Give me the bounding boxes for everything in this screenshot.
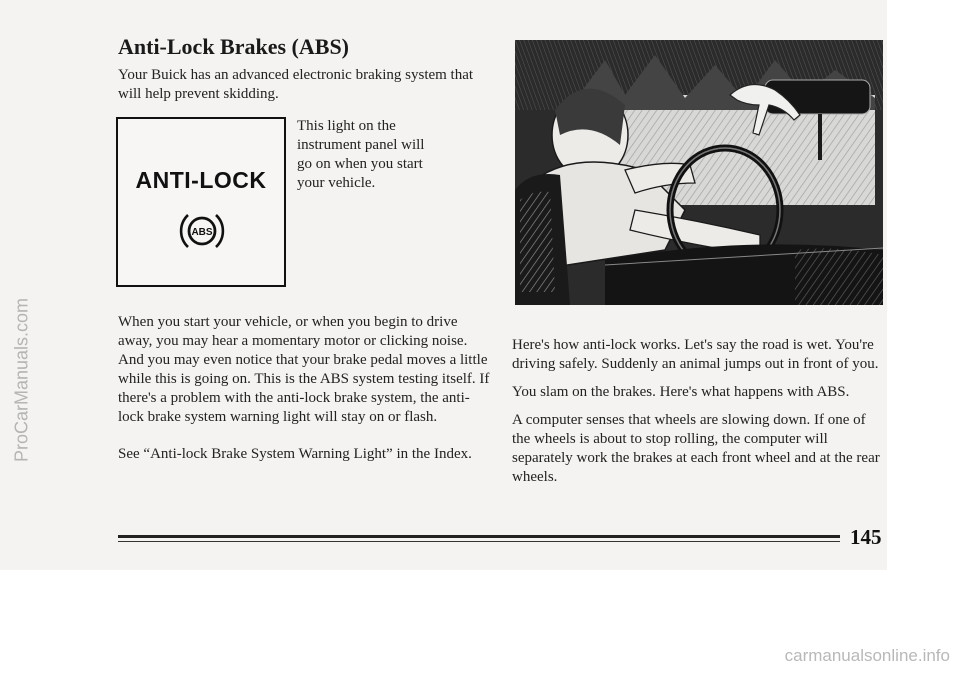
lamp-label: ANTI-LOCK bbox=[135, 167, 267, 193]
anti-lock-warning-lamp bbox=[116, 117, 286, 287]
right-column-text bbox=[512, 336, 882, 496]
driver-illustration bbox=[515, 40, 883, 305]
intro-paragraph: Your Buick has an advanced electronic braking system that will help prevent skidding. bbox=[118, 67, 474, 102]
light-description: This light on the instrument panel will go on when you start your vehicle. bbox=[297, 118, 425, 191]
abs-icon-text: ABS bbox=[191, 227, 213, 238]
side-watermark bbox=[8, 200, 38, 560]
footer-rule-thick bbox=[118, 535, 840, 538]
footer-watermark: carmanualsonline.info bbox=[784, 646, 950, 665]
abs-warning-icon bbox=[179, 209, 225, 253]
right-paragraph-2: You slam on the brakes. Here's what happens with ABS. bbox=[512, 384, 850, 400]
side-watermark-text: ProCarManuals.com bbox=[11, 297, 32, 463]
right-paragraph-1: Here's how anti-lock works. Let's say the road is wet. You're driving safely. Suddenly an animal jumps out in front of you. bbox=[512, 337, 879, 372]
left-paragraph-1: When you start your vehicle, or when you begin to drive away, you may hear a momentary motor or clicking noise. And you may even notice that your brake pedal moves a little while this is going on. This is the ABS system testing itself. If there's a problem with the anti-lock brake system, the anti-lock brake system warning light will stay on or flash. bbox=[118, 314, 490, 425]
left-paragraph-2: See “Anti-lock Brake System Warning Light” in the Index. bbox=[118, 446, 472, 462]
footer-rule-thin bbox=[118, 541, 840, 542]
section-title: Anti-Lock Brakes (ABS) bbox=[118, 34, 350, 59]
right-paragraph-3: A computer senses that wheels are slowing down. If one of the wheels is about to stop rolling, the computer will separately work the brakes at each front wheel and at the rear wheels. bbox=[512, 412, 880, 485]
driver-illustration-drawing bbox=[515, 40, 883, 305]
page-number: 145 bbox=[850, 525, 882, 549]
